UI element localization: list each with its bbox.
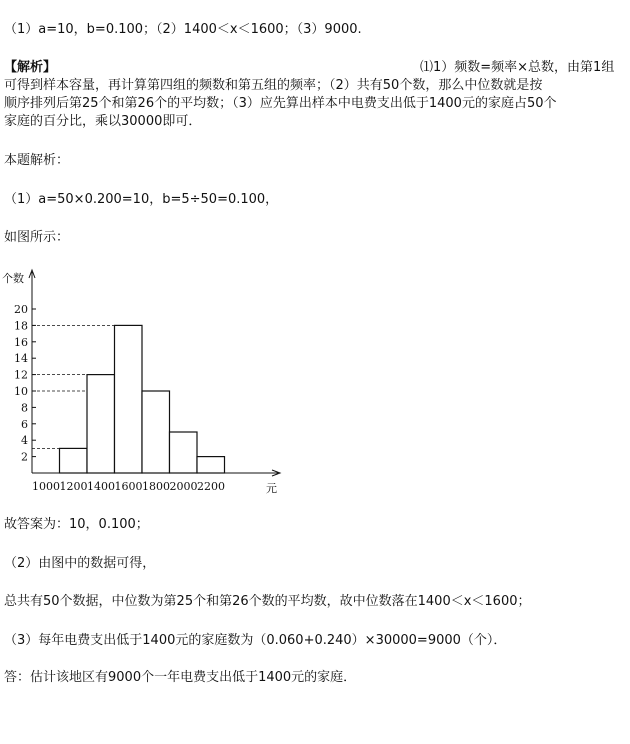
y-tick-label-8: 8	[21, 401, 28, 415]
y-tick-label-18: 18	[14, 319, 28, 333]
figure-intro: 如图所示：	[4, 230, 70, 245]
jiexi-line-3: 顺序排列后第25个和第26个的平均数；（3）应先算出样本中电费支出低于1400元的家庭占50个	[4, 96, 557, 111]
y-axis-label: 个数	[2, 272, 24, 285]
bar-1400-1600	[87, 375, 115, 473]
part2-solution: 总共有50个数据，中位数为第25个和第26个数的平均数，故中位数落在1400＜x＜1600；	[4, 594, 531, 609]
y-tick-label-20: 20	[14, 303, 28, 316]
final-answer: 答：估计该地区有9000个一年电费支出低于1400元的家庭．	[4, 670, 357, 685]
bar-1800-2000	[142, 391, 170, 473]
part3-solution: （3）每年电费支出低于1400元的家庭数为（0.060+0.240）×30000=9000（个）．	[4, 633, 507, 648]
x-axis-label: 元	[266, 482, 277, 495]
y-tick-label-10: 10	[14, 385, 28, 398]
answer-line-1: 故答案为：10，0.100；	[4, 517, 149, 532]
bar-2000-2200	[170, 432, 198, 473]
y-tick-label-14: 14	[14, 352, 28, 366]
x-tick-label-1800: 1800	[142, 480, 170, 493]
jiexi-line-4: 家庭的百分比，乘以30000即可．	[4, 114, 202, 129]
histogram-chart	[0, 262, 300, 502]
bar-2200-2400	[197, 457, 225, 473]
x-tick-label-1000: 1000	[32, 480, 60, 493]
jiexi-line-1: ⑴1）频数=频率×总数，由第1组	[420, 60, 615, 75]
y-tick-labels	[14, 303, 36, 464]
x-tick-label-2200: 2200	[197, 480, 225, 493]
bar-1600-1800	[115, 325, 143, 473]
x-tick-label-1600: 1600	[114, 480, 143, 493]
y-tick-label-4: 4	[21, 434, 28, 448]
y-tick-label-2: 2	[21, 450, 28, 464]
jiexi-heading: 【解析】	[4, 60, 57, 75]
answers-summary: （1）a=10，b=0.100；（2）1400＜x＜1600；（3）9000.	[4, 22, 362, 37]
benti-heading: 本题解析：	[4, 153, 70, 168]
x-tick-label-1400: 1400	[87, 480, 115, 493]
jiexi-line-2: 可得到样本容量，再计算第四组的频数和第五组的频率；（2）共有50个数，那么中位数就是按	[4, 78, 543, 93]
y-tick-label-6: 6	[21, 417, 28, 431]
part1-solution: （1）a=50×0.200=10，b=5÷50=0.100，	[4, 192, 279, 207]
part2-intro: （2）由图中的数据可得，	[4, 556, 156, 571]
x-tick-label-2000: 2000	[169, 480, 198, 493]
y-tick-label-12: 12	[14, 368, 28, 382]
histogram-bars	[60, 325, 225, 473]
y-tick-label-16: 16	[14, 335, 28, 349]
x-tick-label-1200: 1200	[59, 480, 88, 493]
bar-1200-1400	[60, 448, 88, 473]
x-tick-labels	[32, 480, 225, 493]
